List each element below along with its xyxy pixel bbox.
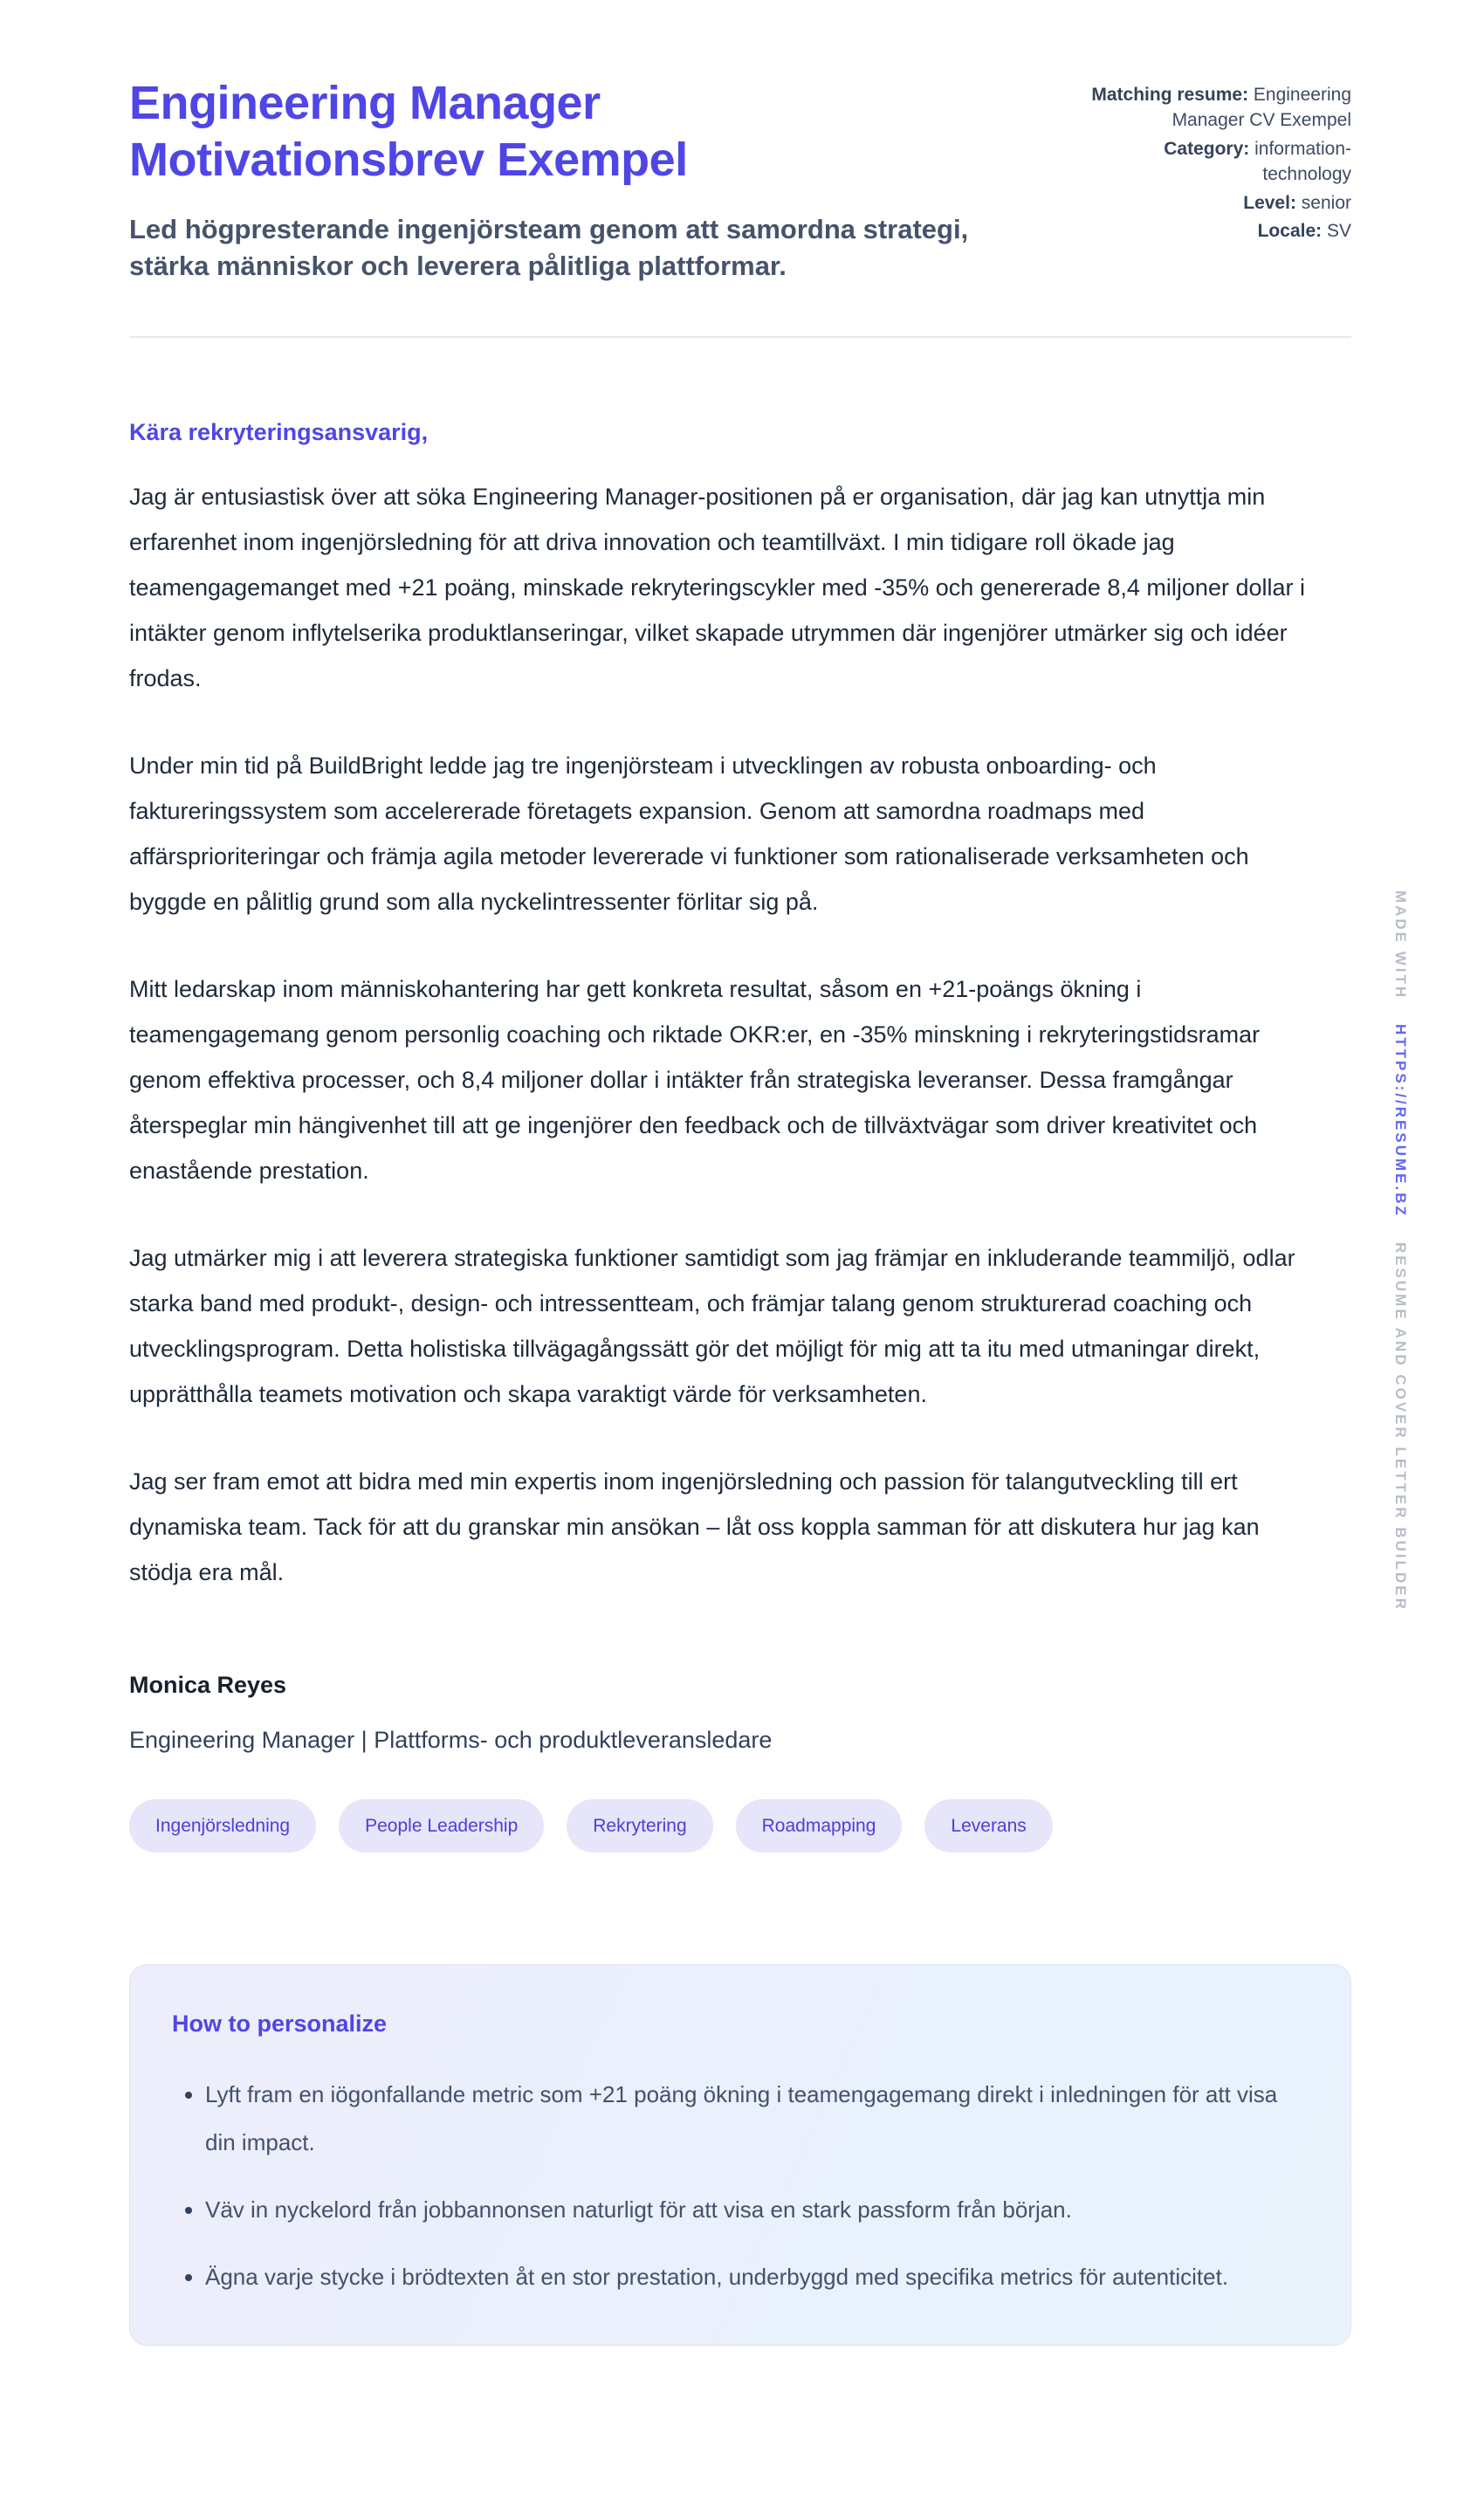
ribbon-builder-text: RESUME AND COVER LETTER BUILDER [1392,1242,1409,1612]
page-header [129,54,1351,285]
meta-category-label: Category: [1164,138,1250,159]
skill-tags-row [129,1799,1351,1852]
made-with-ribbon [1391,890,1409,1612]
tips-list [172,2071,1281,2301]
how-to-personalize-box [129,1964,1351,2346]
meta-locale-value: SV [1326,220,1351,241]
letter-paragraph: Mitt ledarskap inom människohantering har gett konkreta resultat, såsom en +21-poängs ökning i teamengagemang genom personlig coaching och riktade OKR:er, en -35% minskning i rekryteringstidsramar genom effektiva processer, och 8,4 miljoner dollar i intäkter från strategiska leveranser. Dessa framgångar återspeglar min hängivenhet till att ge ingenjörer den feedback och de tillväxtvägar som driver kreativitet och enastående prestation. [129,976,1261,1185]
skill-tag: People Leadership [339,1799,544,1852]
tips-item: • Ägna varje stycke i brödtexten åt en stor prestation, underbyggd med specifika metrics för autenticitet. [205,2253,1281,2301]
skill-tag: Rekrytering [567,1799,712,1852]
skill-tag: Leverans [924,1799,1052,1852]
meta-matching-label: Matching resume: [1091,85,1249,105]
title-block [129,54,1044,285]
signature-block [129,1672,1351,1754]
page-subtitle: Led högpresterande ingenjörsteam genom att samordna strategi, stärka människor och leverera pålitliga plattformar. [129,213,969,282]
meta-matching-value: Engineering Manager CV Exempel [1171,85,1351,131]
meta-category-value: information-technology [1254,138,1351,185]
ribbon-made-with-text: MADE WITH [1392,890,1409,1000]
cover-letter-body [129,409,1306,1595]
meta-level [1079,190,1351,216]
letter-paragraph: Jag utmärker mig i att leverera strategiska funktioner samtidigt som jag främjar en inkluderande teammiljö, odlar starka band med produkt-, design- och intressentteam, och främjar talang genom strukturerad coaching och utvecklingsprogram. Detta holistiska tillvägagångssätt gör det möjligt för mig att ta itu med utmaningar direkt, upprätthålla teamets motivation och skapa varaktigt värde för verksamheten. [129,1245,1295,1408]
meta-level-value: senior [1301,192,1351,213]
page-title: Engineering Manager Motivationsbrev Exempel [129,77,688,186]
tips-heading: How to personalize [172,2011,388,2038]
skill-tag: Ingenjörsledning [129,1799,316,1852]
letter-greeting: Kära rekryteringsansvarig, [129,419,429,446]
header-divider [129,336,1351,338]
signature-name: Monica Reyes [129,1672,287,1699]
tips-item: • Väv in nyckelord från jobbannonsen naturligt för att visa en stark passform från början. [205,2186,1281,2234]
letter-paragraph: Under min tid på BuildBright ledde jag tre ingenjörsteam i utvecklingen av robusta onboarding- och faktureringssystem som accelererade företagets expansion. Genom att samordna roadmaps med affärsprioriteringar och främja agila metoder levererade vi funktioner som rationaliserade verksamheten och byggde en pålitlig grund som alla nyckelintressenter förlitar sig på. [129,753,1249,916]
meta-locale [1079,218,1351,244]
signature-role: Engineering Manager | Plattforms- och produktleveransledare [129,1727,773,1754]
resume-meta-panel [1079,82,1351,246]
meta-locale-label: Locale: [1257,220,1323,241]
skill-tag: Roadmapping [736,1799,903,1852]
letter-paragraph: Jag ser fram emot att bidra med min expertis inom ingenjörsledning och passion för talangutveckling till ert dynamiska team. Tack för att du granskar min ansökan – låt oss koppla samman för att diskutera hur jag kan stödja era mål. [129,1468,1260,1586]
resume-bz-link[interactable]: HTTPS://RESUME.BZ [1392,1024,1409,1219]
tips-item: • Lyft fram en iögonfallande metric som +21 poäng ökning i teamengagemang direkt i inledningen för att visa din impact. [205,2071,1281,2167]
meta-level-label: Level: [1243,192,1296,213]
meta-category [1079,136,1351,188]
meta-matching-resume [1079,82,1351,134]
letter-paragraph: Jag är entusiastisk över att söka Engineering Manager-positionen på er organisation, där jag kan utnyttja min erfarenhet inom ingenjörsledning för att driva innovation och teamtillväxt. I min tidigare roll ökade jag teamengagemanget med +21 poäng, minskade rekryteringscykler med -35% och genererade 8,4 miljoner dollar i intäkter genom inflytelserika produktlanseringar, vilket skapade utrymmen där ingenjörer utmärker sig och idéer frodas. [129,484,1305,692]
